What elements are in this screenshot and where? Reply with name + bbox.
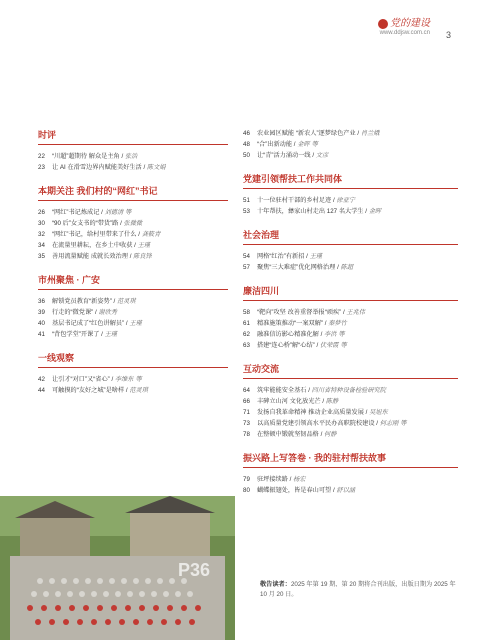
toc-author: 王瑾 bbox=[309, 253, 322, 260]
toc-title: 可触摸的“友好之城”是啥样 bbox=[52, 387, 125, 394]
toc-author: 王瑾 bbox=[104, 331, 117, 338]
toc-title: 行走的“微党课” bbox=[52, 309, 94, 316]
toc-title: 农业园区赋能 “新农人”逐梦绿色产业 bbox=[257, 130, 356, 137]
toc-title: 善用流量赋能 成就长效治理 bbox=[52, 253, 128, 260]
toc-entry[interactable] bbox=[38, 385, 228, 396]
toc-title: 让引才“对口”又“省心” bbox=[52, 376, 110, 383]
toc-separator: / bbox=[99, 331, 105, 338]
toc-entry[interactable] bbox=[38, 329, 228, 340]
toc-separator: / bbox=[127, 253, 134, 260]
toc-page-number: 51 bbox=[243, 197, 250, 204]
toc-entry[interactable] bbox=[38, 218, 228, 229]
toc-page-number: 23 bbox=[38, 164, 45, 171]
toc-title: 基层书记成了“红色讲解员” bbox=[52, 320, 125, 327]
toc-title: 融准信访影心精准化解 bbox=[257, 331, 319, 338]
toc-page-number: 58 bbox=[243, 309, 250, 316]
toc-title: 让“青”活力涌动一线 bbox=[257, 152, 311, 159]
toc-separator: / bbox=[331, 487, 337, 494]
toc-title: 搭建“连心桥”解“心结” bbox=[257, 342, 315, 349]
toc-separator: / bbox=[314, 342, 320, 349]
toc-separator: / bbox=[318, 431, 325, 438]
toc-author: 张微微 bbox=[123, 220, 143, 227]
toc-separator: / bbox=[323, 320, 329, 327]
toc-separator: / bbox=[304, 253, 310, 260]
toc-author: 陈静 bbox=[325, 398, 339, 405]
toc-author: 陈文娟 bbox=[146, 164, 166, 171]
toc-separator: / bbox=[292, 141, 298, 148]
toc-entry[interactable] bbox=[243, 396, 458, 407]
toc-author: 范灵琪 bbox=[129, 387, 148, 394]
section-title: 一线观察 bbox=[38, 351, 228, 368]
toc-title: 在整顿中锻就坚韧品格 bbox=[257, 431, 319, 438]
toc-page-number: 61 bbox=[243, 320, 250, 327]
section-title: 本期关注 我们村的“网红”书记 bbox=[38, 184, 228, 201]
toc-separator: / bbox=[374, 420, 380, 427]
section-title: 时评 bbox=[38, 128, 228, 145]
toc-entry[interactable] bbox=[243, 329, 458, 340]
section-title: 互动交流 bbox=[243, 362, 458, 379]
toc-right-column bbox=[243, 128, 458, 496]
toc-page-number: 36 bbox=[38, 298, 45, 305]
toc-author: 范灵琪 bbox=[116, 298, 136, 305]
toc-entry[interactable] bbox=[243, 262, 458, 273]
toc-title: 让 AI 在滑雪边界内赋能美好生活 bbox=[52, 164, 142, 171]
toc-separator: / bbox=[320, 398, 326, 405]
toc-entry[interactable] bbox=[243, 128, 458, 139]
toc-page-number: 71 bbox=[243, 409, 250, 416]
toc-separator: / bbox=[141, 164, 147, 171]
toc-entry[interactable] bbox=[243, 418, 458, 429]
toc-page-number: 80 bbox=[243, 487, 250, 494]
toc-entry[interactable] bbox=[38, 318, 228, 329]
toc-entry[interactable] bbox=[243, 206, 458, 217]
toc-entry[interactable] bbox=[243, 307, 458, 318]
toc-separator: / bbox=[355, 130, 361, 137]
toc-author: 何志刚 等 bbox=[379, 420, 407, 427]
toc-separator: / bbox=[124, 320, 130, 327]
toc-entry[interactable] bbox=[243, 474, 458, 485]
toc-author: 陈超 bbox=[340, 264, 353, 271]
toc-page-number: 66 bbox=[243, 398, 250, 405]
toc-title: “网红”书记，给村里带来了什么 bbox=[52, 231, 137, 238]
toc-author: 张浩 bbox=[124, 153, 138, 160]
photo-page-label: P36 bbox=[178, 560, 211, 580]
toc-entry[interactable] bbox=[243, 407, 458, 418]
toc-page-number: 42 bbox=[38, 376, 45, 383]
toc-title: 十一位驻村干部的乡村足迹 bbox=[257, 197, 332, 204]
notice-label: 敬告读者： bbox=[260, 581, 291, 588]
toc-page-number: 44 bbox=[38, 387, 45, 394]
toc-author: 龚筱青 bbox=[141, 231, 161, 238]
toc-separator: / bbox=[109, 376, 115, 383]
toc-page-number: 26 bbox=[38, 209, 45, 216]
toc-separator: / bbox=[331, 197, 337, 204]
toc-author: 何静 bbox=[324, 431, 337, 438]
party-emblem-icon bbox=[378, 19, 388, 29]
toc-title: “90 后”女支书的“带货”路 bbox=[52, 220, 119, 227]
toc-page-number: 63 bbox=[243, 342, 250, 349]
section-title: 社会治理 bbox=[243, 228, 458, 245]
notice-text: 2025 年第 19 期、第 20 期将合刊出版，出版日期为 2025 年 10 月 20 日。 bbox=[260, 581, 456, 598]
toc-page-number: 22 bbox=[38, 153, 45, 160]
toc-title: 发扬自我革命精神 推动企业高质量发展 bbox=[257, 409, 364, 416]
toc-separator: / bbox=[124, 387, 130, 394]
toc-author: 四川省特种设备检验研究院 bbox=[311, 387, 386, 394]
section-title: 廉洁四川 bbox=[243, 284, 458, 301]
toc-entry[interactable] bbox=[38, 240, 228, 251]
magazine-logo bbox=[378, 14, 430, 36]
toc-entry[interactable] bbox=[243, 251, 458, 262]
toc-author: 金晖 等 bbox=[297, 141, 318, 148]
toc-title: 在流量里耕耘，在乡土中收获 bbox=[52, 242, 133, 249]
toc-author: 王兆伟 bbox=[346, 309, 365, 316]
toc-page-number: 54 bbox=[243, 253, 250, 260]
toc-separator: / bbox=[132, 242, 138, 249]
toc-author: 王瑾 bbox=[137, 242, 150, 249]
toc-separator: / bbox=[93, 309, 99, 316]
toc-page-number: 78 bbox=[243, 431, 250, 438]
toc-separator: / bbox=[363, 409, 370, 416]
toc-title: 以高质量党建引领高水平民办高职院校建设 bbox=[257, 420, 375, 427]
toc-entry[interactable] bbox=[38, 251, 228, 262]
toc-entry[interactable] bbox=[38, 207, 228, 218]
toc-author: 舒以涵 bbox=[336, 487, 355, 494]
toc-author: 肖兰娥 bbox=[360, 130, 380, 137]
toc-page-number: 41 bbox=[38, 331, 45, 338]
toc-author: 王瑾 bbox=[129, 320, 142, 327]
toc-title: “背包学堂”开课了 bbox=[52, 331, 100, 338]
toc-author: 刘德清 等 bbox=[104, 209, 132, 216]
toc-author: 李洪 等 bbox=[324, 331, 345, 338]
toc-entry[interactable] bbox=[243, 150, 458, 161]
toc-page-number: 39 bbox=[38, 309, 45, 316]
toc-title: 丰碑立山河 文化放光芒 bbox=[257, 398, 321, 405]
toc-title: 解锁党员教育“新姿势” bbox=[52, 298, 112, 305]
toc-separator: / bbox=[136, 231, 142, 238]
toc-author: 李维东 等 bbox=[114, 376, 142, 383]
section-title: 市州聚焦 · 广安 bbox=[38, 273, 228, 290]
toc-page-number: 64 bbox=[243, 387, 250, 394]
toc-separator: / bbox=[306, 387, 312, 394]
logo-text: 党的建设 bbox=[390, 18, 430, 29]
toc-page-number: 46 bbox=[243, 130, 250, 137]
toc-separator: / bbox=[287, 476, 294, 483]
toc-separator: / bbox=[335, 264, 341, 271]
toc-page-number: 62 bbox=[243, 331, 250, 338]
toc-page-number: 53 bbox=[243, 208, 250, 215]
toc-page-number: 30 bbox=[38, 220, 45, 227]
toc-page-number: 40 bbox=[38, 320, 45, 327]
toc-page-number: 32 bbox=[38, 231, 45, 238]
toc-author: 伏荣霞 等 bbox=[319, 342, 347, 349]
toc-author: 杨宏 bbox=[293, 476, 306, 483]
reader-notice bbox=[260, 580, 460, 600]
toc-author: 吴旭东 bbox=[369, 409, 388, 416]
toc-title: 十年帮扶，彝家山村走出 127 名大学生 bbox=[257, 208, 364, 215]
toc-title: “川超”超期待 解众是主角 bbox=[52, 153, 120, 160]
toc-entry[interactable] bbox=[243, 318, 458, 329]
toc-entry[interactable] bbox=[243, 139, 458, 150]
toc-title: 精准施策推动“一案双解” bbox=[257, 320, 323, 327]
toc-separator: / bbox=[119, 153, 125, 160]
toc-title: 驻坪接续路 bbox=[257, 476, 288, 483]
toc-page-number: 50 bbox=[243, 152, 250, 159]
toc-entry[interactable] bbox=[243, 340, 458, 351]
toc-title: 蝴蝶振翅处，皆是春山可望 bbox=[257, 487, 332, 494]
toc-author: 金晖 bbox=[368, 208, 382, 215]
toc-page-number: 34 bbox=[38, 242, 45, 249]
toc-author: 徐亚宁 bbox=[336, 197, 355, 204]
toc-entry[interactable] bbox=[38, 374, 228, 385]
toc-author: 谢欣秀 bbox=[98, 309, 117, 316]
toc-entry[interactable] bbox=[38, 229, 228, 240]
toc-page-number: 35 bbox=[38, 253, 45, 260]
page-number: 3 bbox=[445, 30, 451, 40]
toc-separator: / bbox=[363, 208, 369, 215]
toc-page-number: 57 bbox=[243, 264, 250, 271]
toc-entry[interactable] bbox=[38, 296, 228, 307]
toc-entry[interactable] bbox=[38, 151, 228, 162]
toc-separator: / bbox=[310, 152, 316, 159]
toc-page-number: 79 bbox=[243, 476, 250, 483]
toc-author: 文彦 bbox=[315, 152, 329, 159]
toc-entry[interactable] bbox=[38, 307, 228, 318]
section-title: 振兴路上写答卷 · 我的驻村帮扶故事 bbox=[243, 451, 458, 468]
toc-entry[interactable] bbox=[243, 429, 458, 440]
toc-left-column bbox=[38, 128, 228, 396]
toc-entry[interactable] bbox=[243, 195, 458, 206]
toc-title: “网红”书记炼成记 bbox=[52, 209, 100, 216]
toc-separator: / bbox=[111, 298, 117, 305]
toc-entry[interactable] bbox=[243, 485, 458, 496]
toc-entry[interactable] bbox=[243, 385, 458, 396]
toc-page-number: 48 bbox=[243, 141, 250, 148]
website-url: www.ddjsw.com.cn bbox=[379, 30, 430, 36]
toc-separator: / bbox=[99, 209, 105, 216]
toc-page-number: 73 bbox=[243, 420, 250, 427]
toc-author: 秦梦竹 bbox=[328, 320, 347, 327]
toc-separator: / bbox=[118, 220, 124, 227]
toc-title: “合”出新动能 bbox=[257, 141, 293, 148]
toc-title: “靶向”攻坚 改善重督举报“顽疾” bbox=[257, 309, 342, 316]
toc-entry[interactable] bbox=[38, 162, 228, 173]
toc-title: 网格“红治”有新招 bbox=[257, 253, 305, 260]
section-title: 党建引领帮扶工作共同体 bbox=[243, 172, 458, 189]
toc-title: 聚焦“三大难症”优化网格治理 bbox=[257, 264, 336, 271]
toc-separator: / bbox=[341, 309, 347, 316]
toc-author: 陈良锋 bbox=[133, 253, 152, 260]
toc-title: 筑牢能能安全基石 bbox=[257, 387, 307, 394]
toc-separator: / bbox=[318, 331, 325, 338]
